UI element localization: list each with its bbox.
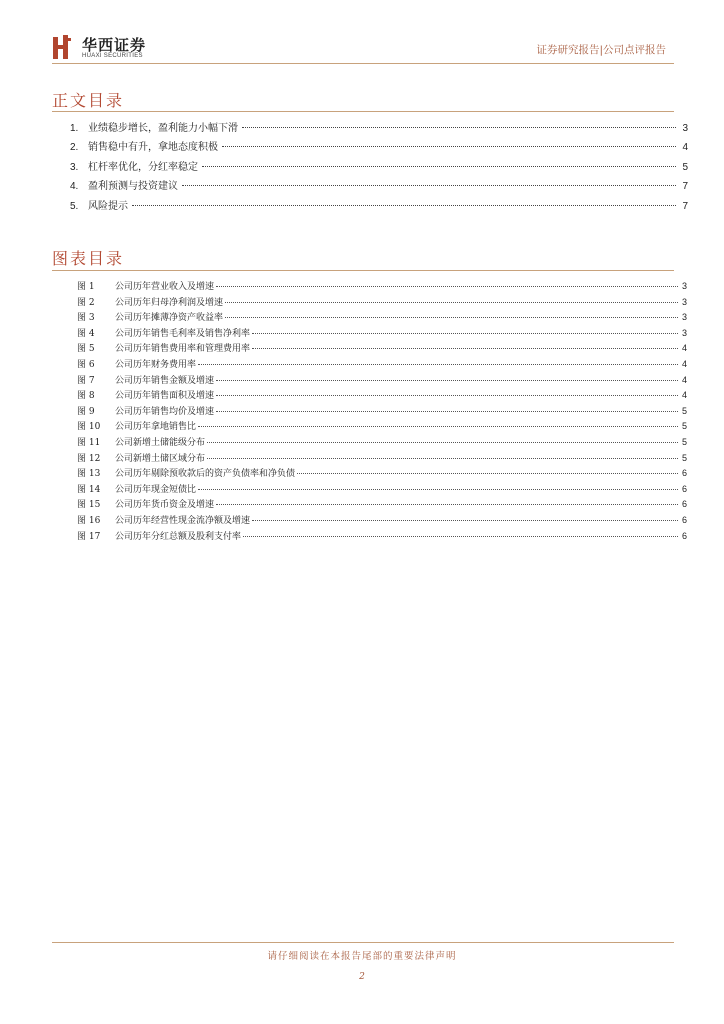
toc-item-number: 2. [70,142,79,154]
figure-item[interactable] [77,435,687,451]
dot-leader [198,364,678,365]
toc-title: 正文目录 [52,91,125,110]
dot-leader [198,426,678,427]
toc-item-number: 3. [70,161,79,173]
dot-leader [216,504,678,505]
figure-item[interactable] [77,295,687,311]
dot-leader [252,520,678,521]
toc-item-text: 业绩稳步增长，盈利能力小幅下滑 [88,123,238,134]
figure-page: 5 [681,436,687,447]
dot-leader [297,473,678,474]
page-number: 2 [359,972,365,982]
dot-leader [222,146,676,147]
figure-item[interactable] [77,388,687,404]
dot-leader [243,536,678,537]
figure-item[interactable] [77,529,687,545]
figure-label: 图 5 [77,344,95,355]
figure-text: 公司历年现金短债比 [115,484,197,495]
dot-leader [225,317,678,318]
figure-label: 图 15 [77,500,101,511]
toc-item[interactable] [70,138,688,157]
figure-page: 6 [681,468,687,479]
figure-page: 3 [681,296,687,307]
figure-item[interactable] [77,419,687,435]
figure-page: 6 [681,483,687,494]
figure-label: 图 3 [77,313,95,324]
figure-text: 公司历年销售费用率和管理费用率 [115,344,251,355]
figure-text: 公司历年财务费用率 [115,359,197,370]
figure-text: 公司历年归母净利润及增速 [115,297,224,308]
figure-text: 公司历年销售毛利率及销售净利率 [115,328,251,339]
huaxi-logo-icon [52,34,72,60]
figure-page: 6 [681,514,687,525]
dot-leader [216,286,678,287]
figure-page: 3 [681,281,687,291]
logo-text-cn: 华西证券 [82,36,147,54]
figure-page: 5 [681,452,687,463]
toc-item[interactable] [70,177,688,196]
figure-item[interactable] [77,357,687,373]
report-type-label: 证券研究报告|公司点评报告 [536,44,666,56]
figure-item[interactable] [77,482,687,498]
figure-text: 公司历年销售面积及增速 [115,391,215,402]
figure-page: 5 [681,405,687,416]
figure-item[interactable] [77,341,687,357]
toc-item-page: 5 [682,161,688,173]
dot-leader [207,458,678,459]
figure-page: 4 [681,358,687,369]
figure-label: 图 16 [77,515,101,526]
figure-label: 图 9 [77,406,95,417]
figures-list [77,279,687,544]
toc-item-text: 风险提示 [88,200,128,212]
figure-label: 图 4 [77,328,95,339]
figure-item[interactable] [77,466,687,482]
figure-label: 图 8 [77,391,95,402]
figures-title: 图表目录 [52,249,125,268]
figure-text: 公司历年分红总额及股利支付率 [115,531,242,542]
figure-label: 图 17 [77,531,101,542]
legal-notice: 请仔细阅读在本报告尾部的重要法律声明 [267,951,457,962]
figure-text: 公司历年经营性现金流净额及增速 [115,515,251,526]
figure-page: 4 [681,374,687,385]
figure-label: 图 10 [77,422,101,433]
figure-label: 图 14 [77,484,101,495]
toc-item-text: 杠杆率优化，分红率稳定 [88,161,198,173]
figure-label: 图 12 [77,453,101,464]
dot-leader [182,185,676,186]
toc-item-page: 3 [682,123,688,134]
dot-leader [216,380,678,381]
figure-item[interactable] [77,279,687,295]
toc-item-text: 销售稳中有升，拿地态度积极 [88,142,218,154]
figure-text: 公司历年拿地销售比 [115,422,197,433]
dot-leader [252,333,678,334]
figure-page: 6 [681,530,687,541]
logo-text-en: HUAXI SECURITIES [82,53,143,59]
figures-title-divider [52,270,674,271]
figure-page: 4 [681,390,687,401]
figure-item[interactable] [77,373,687,389]
figure-label: 图 13 [77,469,101,480]
figure-text: 公司历年剔除预收款后的资产负债率和净负债 [115,469,296,480]
toc-item-number: 1. [70,123,79,134]
footer-divider [52,942,674,943]
figure-item[interactable] [77,451,687,467]
toc-item-page: 7 [682,181,688,193]
toc-item-text: 盈利预测与投资建议 [88,181,178,193]
toc-item-page: 7 [682,200,688,212]
page-header [52,30,674,66]
dot-leader [225,302,678,303]
dot-leader [202,166,676,167]
dot-leader [132,205,676,206]
figure-label: 图 2 [77,297,95,308]
figure-text: 公司历年销售均价及增速 [115,406,215,417]
figure-text: 公司新增土储区域分布 [115,453,206,464]
figure-page: 3 [681,312,687,323]
figure-label: 图 11 [77,437,101,448]
dot-leader [252,348,678,349]
figure-label: 图 1 [77,282,95,292]
figure-item[interactable] [77,513,687,529]
toc-item[interactable] [70,158,688,177]
figure-text: 公司历年销售金额及增速 [115,375,215,386]
figure-page: 4 [681,343,687,354]
dot-leader [216,395,678,396]
toc-list [70,119,688,216]
figure-text: 公司新增土储能级分布 [115,437,206,448]
toc-title-divider [52,111,674,112]
dot-leader [207,442,678,443]
toc-item-number: 4. [70,181,79,193]
figure-item[interactable] [77,404,687,420]
figure-text: 公司历年货币资金及增速 [115,500,215,511]
figure-page: 3 [681,327,687,338]
toc-item[interactable] [70,197,688,216]
figure-page: 6 [681,499,687,510]
figure-label: 图 7 [77,375,95,386]
header-divider [52,63,674,64]
figure-text: 公司历年摊薄净资产收益率 [115,313,224,324]
figure-item[interactable] [77,497,687,513]
toc-item-number: 5. [70,200,79,212]
figure-text: 公司历年营业收入及增速 [115,282,215,292]
figure-item[interactable] [77,310,687,326]
figure-label: 图 6 [77,359,95,370]
figure-page: 5 [681,421,687,432]
dot-leader [198,489,678,490]
toc-item[interactable] [70,119,688,138]
figure-item[interactable] [77,326,687,342]
dot-leader [242,127,676,128]
dot-leader [216,411,678,412]
toc-item-page: 4 [682,142,688,154]
